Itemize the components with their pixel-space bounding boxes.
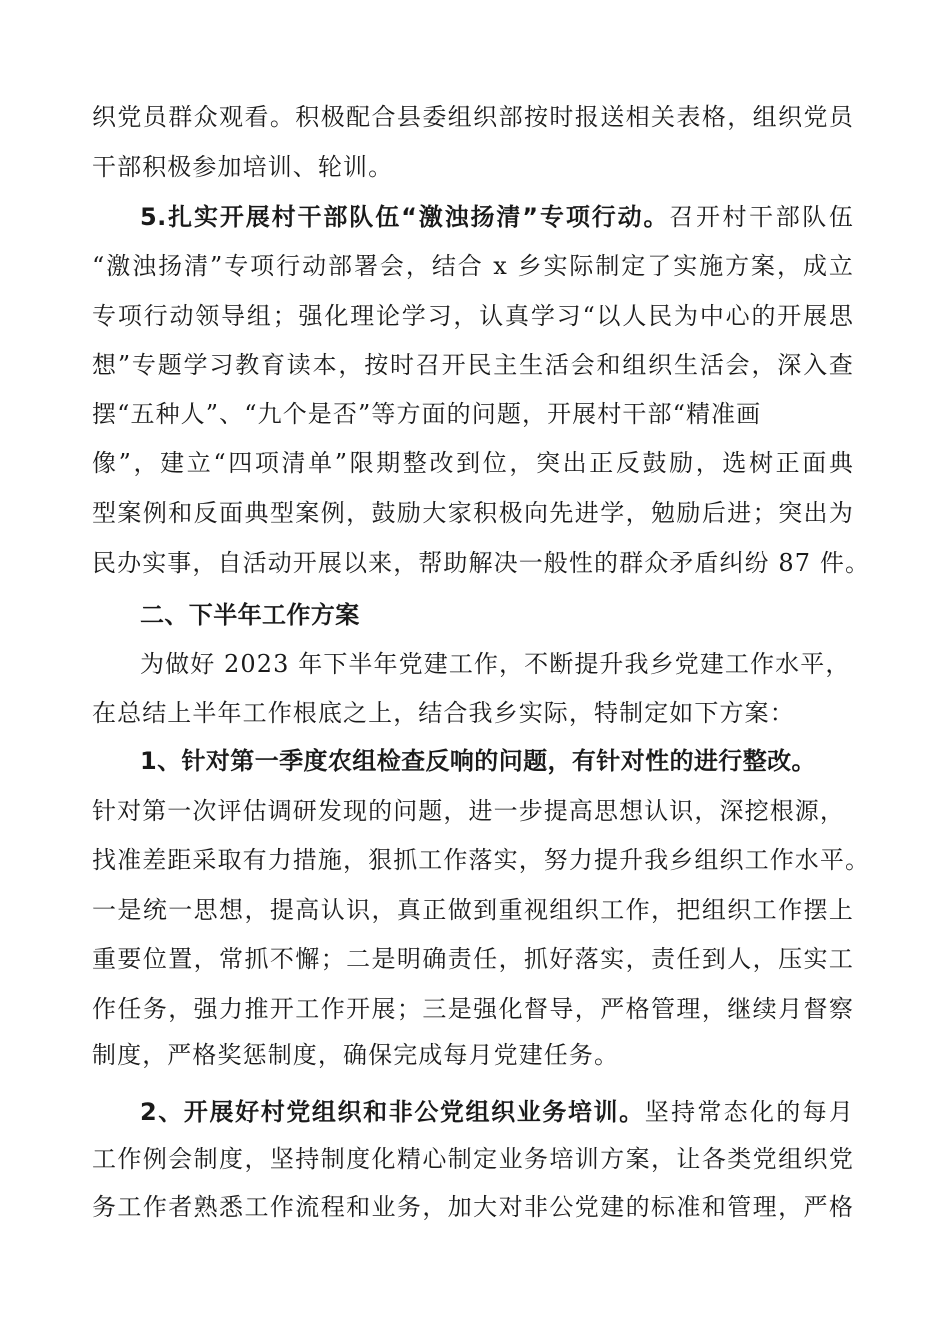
body-text-line: 针对第一次评估调研发现的问题，进一步提高思想认识，深挖根源， xyxy=(92,797,845,825)
body-text-line: 工作例会制度，坚持制度化精心制定业务培训方案，让各类党组织党 xyxy=(92,1145,854,1173)
body-text-line: “激浊扬清”专项行动部署会，结合 x 乡实际制定了实施方案，成立 xyxy=(92,252,854,280)
body-text-line: 在总结上半年工作根底之上，结合我乡实际，特制定如下方案： xyxy=(92,699,795,727)
body-text-line: 干部积极参加培训、轮训。 xyxy=(92,153,394,181)
plan-2-heading-rest: 坚持常态化的每月 xyxy=(644,1098,854,1126)
item-5-heading: 5.扎实开展村干部队伍“激浊扬清”专项行动。 xyxy=(140,203,670,231)
body-text-line: 一是统一思想，提高认识，真正做到重视组织工作，把组织工作摆上 xyxy=(92,896,854,924)
body-text-line: 重要位置，常抓不懈；二是明确责任，抓好落实，责任到人，压实工 xyxy=(92,945,854,973)
item-5-heading-rest: 召开村干部队伍 xyxy=(669,203,854,231)
body-text-line: 为做好 2023 年下半年党建工作，不断提升我乡党建工作水平， xyxy=(140,650,851,678)
body-text-line: 型案例和反面典型案例，鼓励大家积极向先进学，勉励后进；突出为 xyxy=(92,499,854,527)
body-text-line: 想”专题学习教育读本，按时召开民主生活会和组织生活会，深入查 xyxy=(92,351,854,379)
body-text-line: 民办实事，自活动开展以来，帮助解决一般性的群众矛盾纠纷 87 件。 xyxy=(92,549,871,577)
item-5-line xyxy=(140,202,854,232)
plan-1-heading: 1、针对第一季度农组检查反响的问题，有针对性的进行整改。 xyxy=(140,747,816,775)
plan-2-heading: 2、开展好村党组织和非公党组织业务培训。 xyxy=(140,1098,645,1126)
body-text-line: 专项行动领导组；强化理论学习，认真学习“以人民为中心的开展思 xyxy=(92,302,854,330)
body-text-line: 找准差距采取有力措施，狠抓工作落实，努力提升我乡组织工作水平。 xyxy=(92,846,871,874)
body-text-line: 务工作者熟悉工作流程和业务，加大对非公党建的标准和管理，严格 xyxy=(92,1193,854,1221)
plan-2-line xyxy=(140,1097,854,1127)
body-text-line: 织党员群众观看。积极配合县委组织部按时报送相关表格，组织党员 xyxy=(92,103,854,131)
body-text-line: 像”，建立“四项清单”限期整改到位，突出正反鼓励，选树正面典 xyxy=(92,449,854,477)
body-text-line: 摆“五种人”、“九个是否”等方面的问题，开展村干部“精准画 xyxy=(92,400,762,428)
section-2-title: 二、下半年工作方案 xyxy=(140,601,360,629)
body-text-line: 作任务，强力推开工作开展；三是强化督导，严格管理，继续月督察 xyxy=(92,995,854,1023)
body-text-line: 制度，严格奖惩制度，确保完成每月党建任务。 xyxy=(92,1041,620,1069)
